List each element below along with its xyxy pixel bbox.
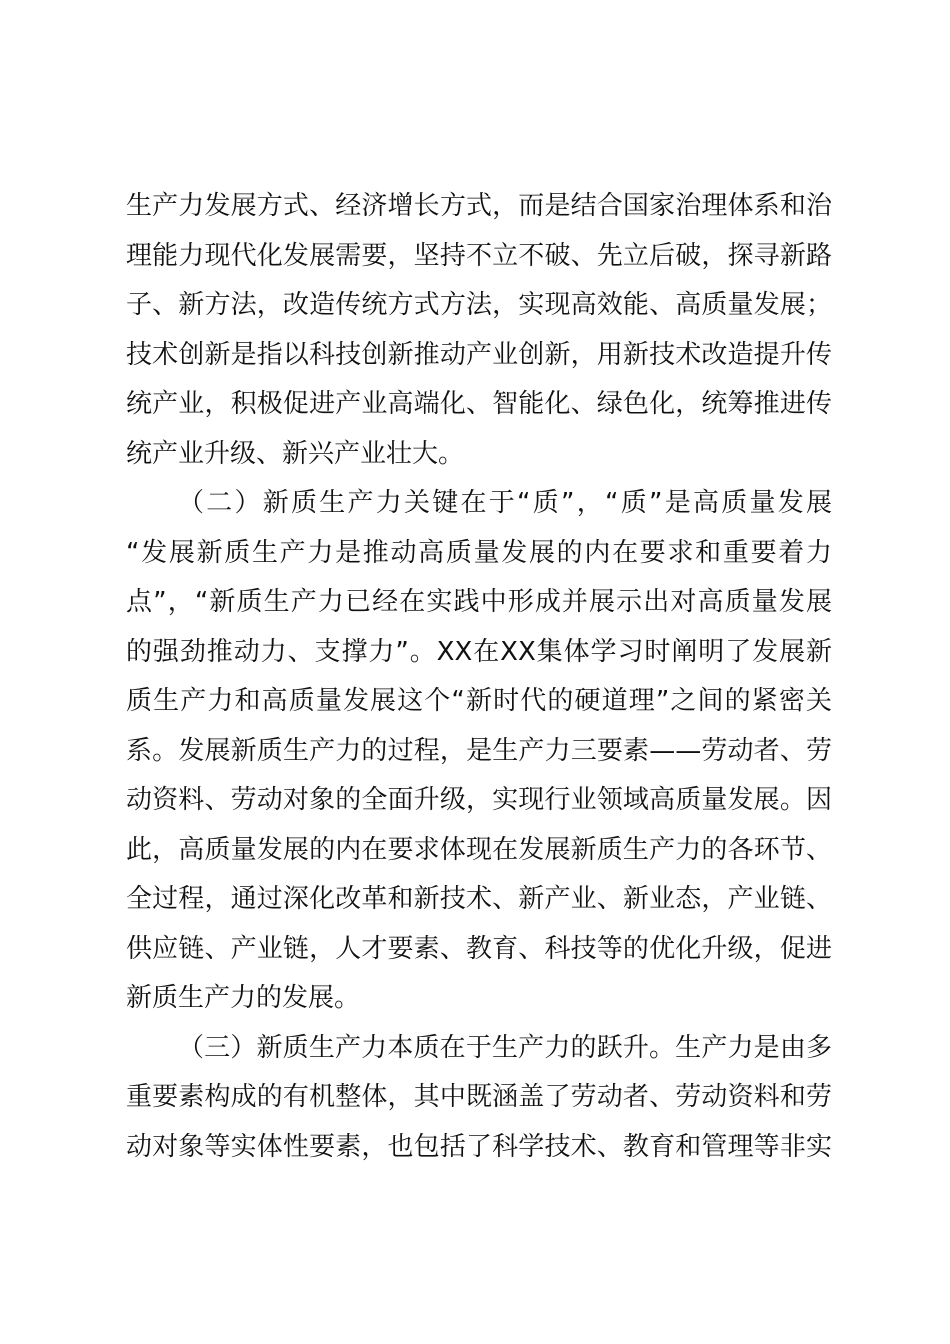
text-line: 技术创新是指以科技创新推动产业创新，用新技术改造提升传 <box>126 339 832 370</box>
text-line: 系。发展新质生产力的过程，是生产力三要素——劳动者、劳 <box>126 735 832 766</box>
text-line: 生产力发展方式、经济增长方式，而是结合国家治理体系和治 <box>126 191 832 221</box>
text-line: 子、新方法，改造传统方式方法，实现高效能、高质量发展； <box>126 290 832 320</box>
text-line: 质生产力和高质量发展这个“新时代的硬道理”之间的紧密关 <box>126 686 832 716</box>
text-line: 动对象等实体性要素，也包括了科学技术、教育和管理等非实 <box>126 1131 832 1162</box>
text-line: 统产业升级、新兴产业壮大。 <box>126 438 465 469</box>
text-line: 此，高质量发展的内在要求体现在发展新质生产力的各环节、 <box>126 834 832 865</box>
text-line: 的强劲推动力、支撑力”。XX在XX集体学习时阐明了发展新 <box>126 636 832 667</box>
text-line: 重要素构成的有机整体，其中既涵盖了劳动者、劳动资料和劳 <box>126 1082 832 1112</box>
text-line: 新质生产力的发展。 <box>126 983 361 1013</box>
text-line: 全过程，通过深化改革和新技术、新产业、新业态，产业链、 <box>126 884 832 914</box>
text-line: 理能力现代化发展需要，坚持不立不破、先立后破，探寻新路 <box>126 240 832 271</box>
section-heading-line: （二）新质生产力关键在于“质”，“质”是高质量发展 <box>178 488 832 518</box>
text-line: 统产业，积极促进产业高端化、智能化、绿色化，统筹推进传 <box>126 389 832 419</box>
text-line: 供应链、产业链，人才要素、教育、科技等的优化升级，促进 <box>126 933 832 964</box>
section-heading-line: （三）新质生产力本质在于生产力的跃升。生产力是由多 <box>178 1032 832 1063</box>
body-text <box>126 182 832 1172</box>
text-line: “发展新质生产力是推动高质量发展的内在要求和重要着力 <box>126 537 832 568</box>
text-line: 点”，“新质生产力已经在实践中形成并展示出对高质量发展 <box>126 587 832 617</box>
text-line: 动资料、劳动对象的全面升级，实现行业领域高质量发展。因 <box>126 785 832 815</box>
